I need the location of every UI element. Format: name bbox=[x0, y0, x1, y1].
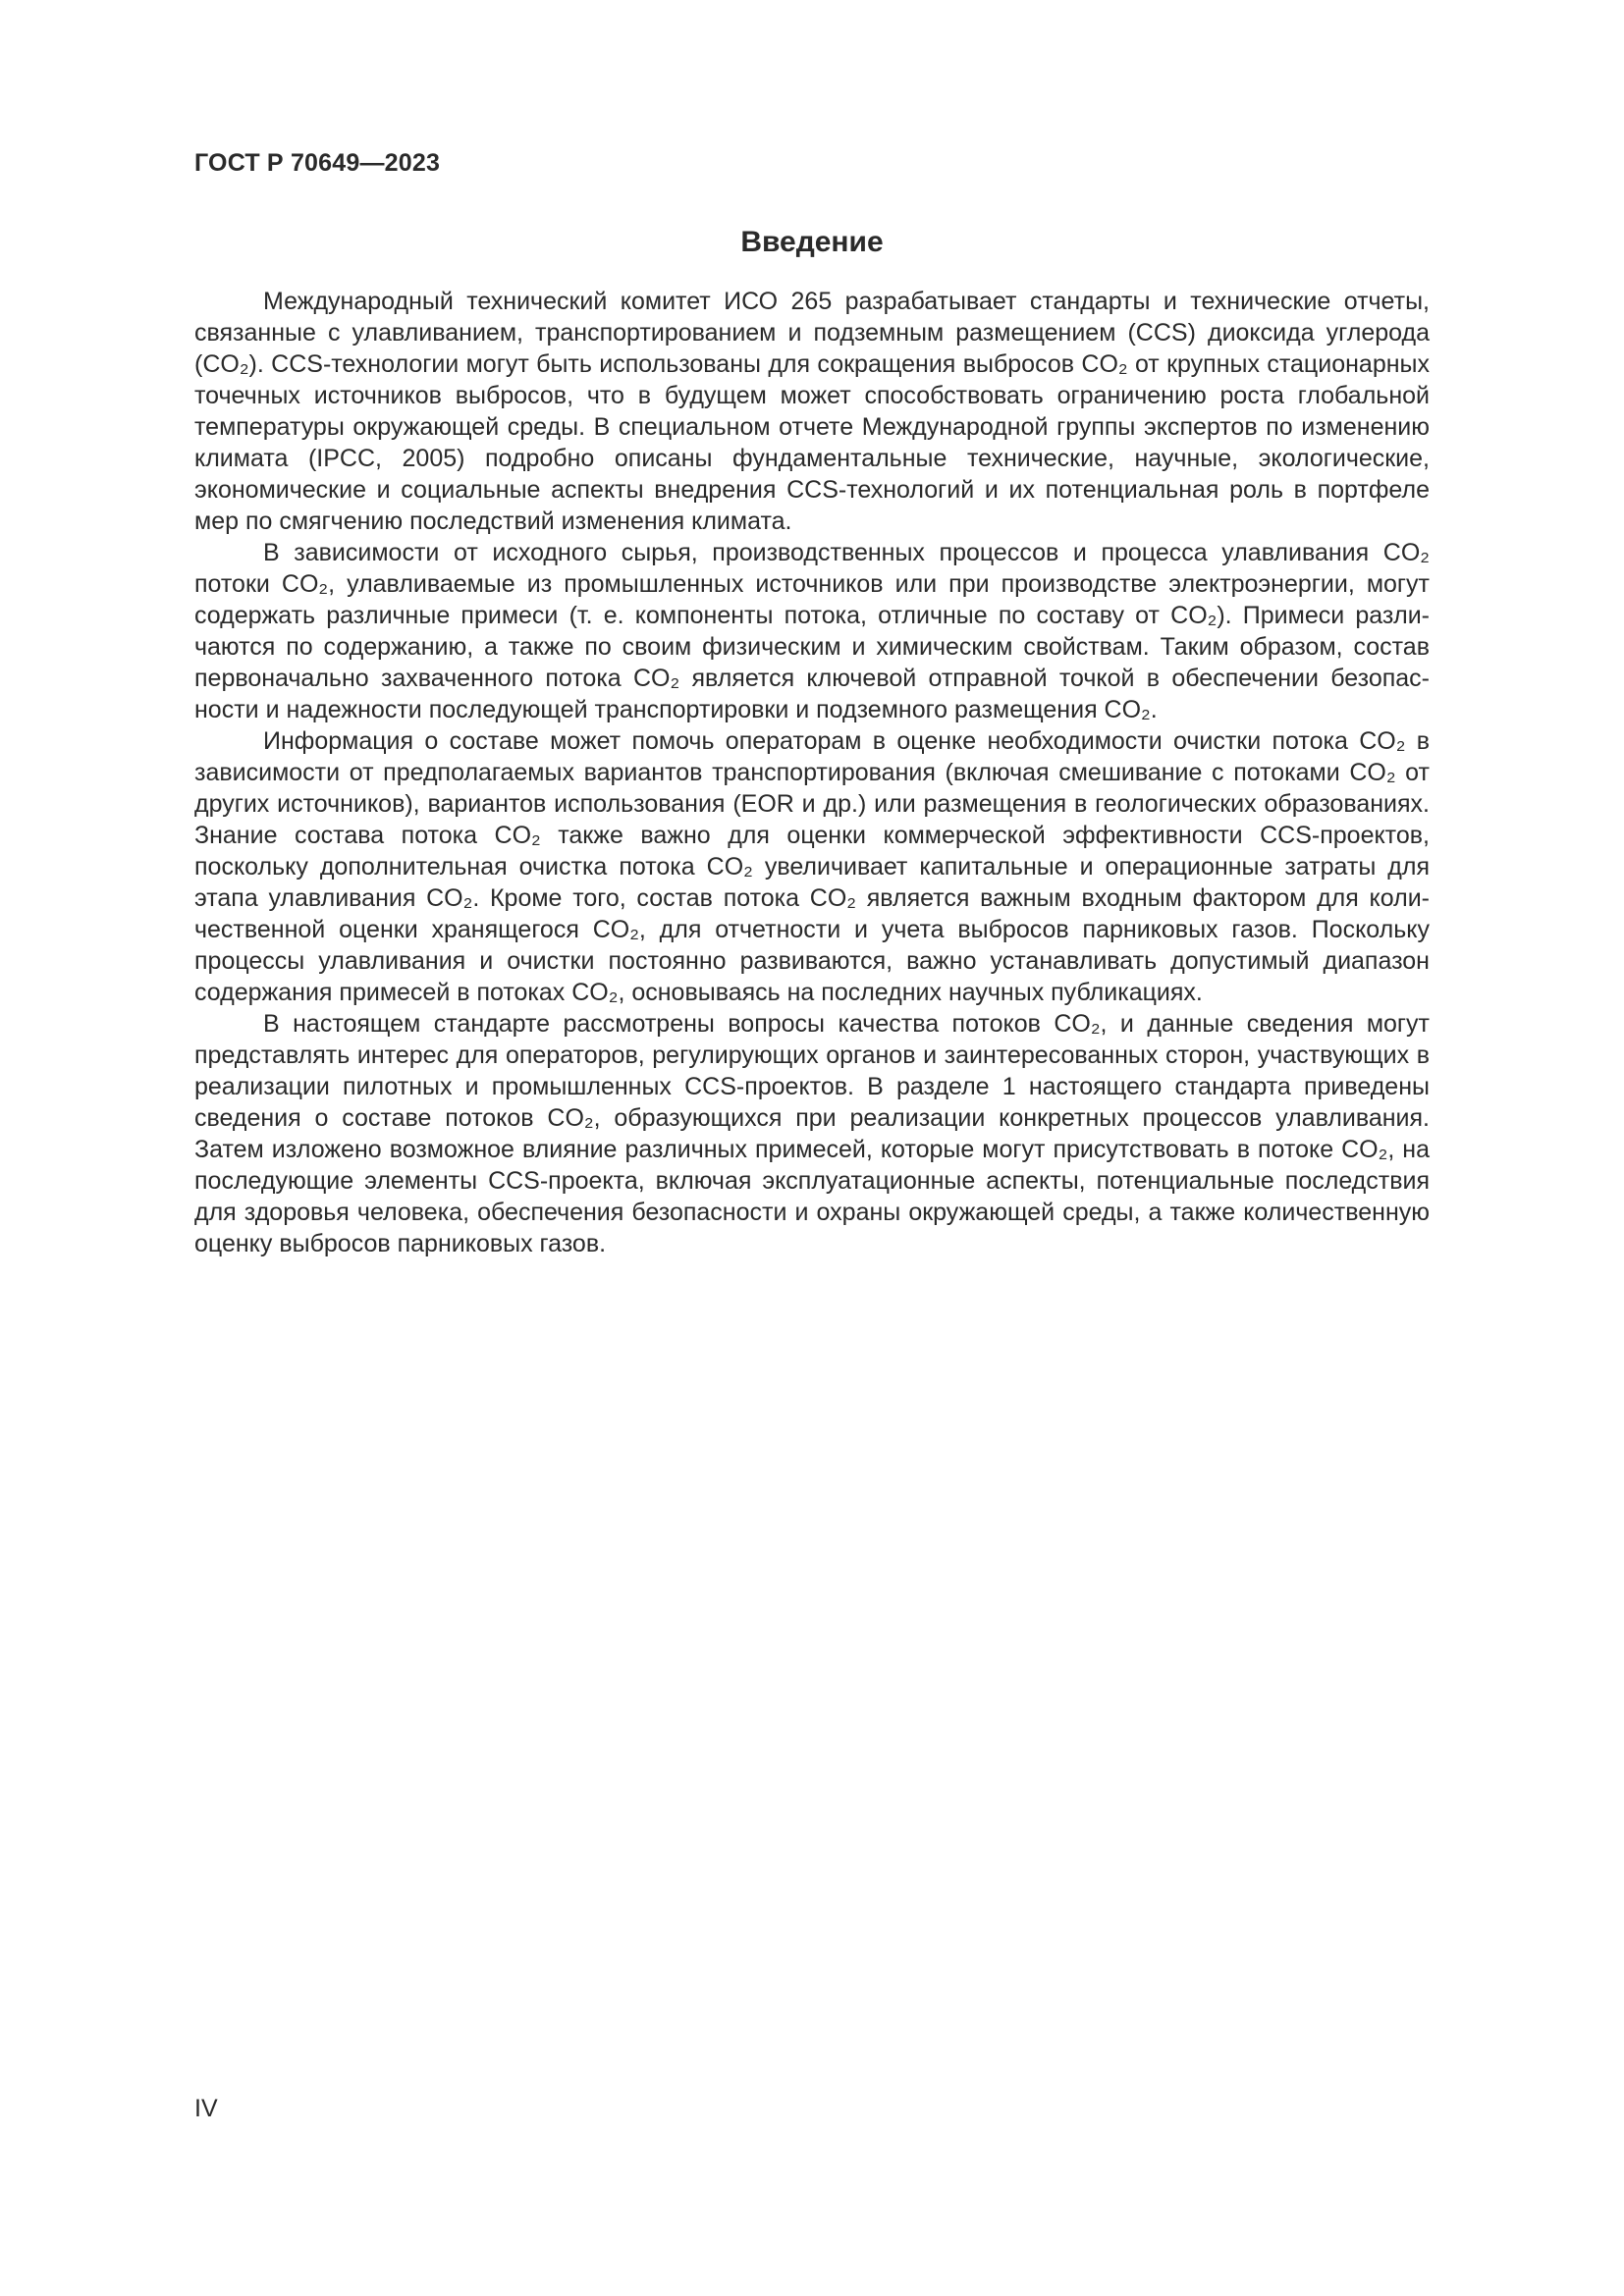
section-title: Введение bbox=[740, 226, 884, 258]
paragraph: В зависимости от исходного сырья, производственных процессов и процесса улавливания CO₂ потоки CO₂, улавливаемые из промышленных источников или при производстве электроэнергии, могут содержать различные примеси (т. е. компоненты потока, отличные по составу от CO₂). Примеси различаются по содержанию, а также по своим физическим и химическим свойствам. Таким образом, состав первоначально захваченного потока CO₂ является ключевой отправной точкой в обеспечении безопасности и надежности последующей транспортировки и подземного размещения CO₂. bbox=[194, 539, 1430, 723]
paragraph: Международный технический комитет ИСО 265 разрабатывает стандарты и технические отчеты, связанные с улавливанием, транспортированием и подземным размещением (CCS) диоксида углерода (CO₂). CCS-технологии могут быть использованы для сокращения выбросов CO₂ от крупных стационарных точечных источников выбросов, что в будущем может способствовать ограничению роста глобальной температуры окружающей среды. В специальном отчете Международной группы экспертов по изменению климата (IPCC, 2005) подробно описаны фундаментальные технические, научные, экологические, экономические и социальные аспекты внедрения CCS-технологий и их потенциальная роль в портфеле мер по смягчению последствий изменения климата. bbox=[194, 288, 1430, 535]
body-text bbox=[194, 286, 1430, 1259]
document-code: ГОСТ Р 70649—2023 bbox=[194, 149, 441, 177]
paragraph: В настоящем стандарте рассмотрены вопросы качества потоков CO₂, и данные сведения могут представлять интерес для операторов, регулирующих органов и заинтересованных сторон, участвующих в реализации пилотных и промышленных CCS-проектов. В разделе 1 настоящего стандарта приведены сведения о составе потоков CO₂, образующихся при реализации конкретных процессов улавливания. Затем изложено возможное влияние различных примесей, которые могут присутствовать в потоке CO₂, на последующие элементы CCS-проекта, включая эксплуатационные аспекты, потенциальные последствия для здоровья человека, обеспечения безопасности и охраны окружающей среды, а также количественную оценку выбросов парниковых газов. bbox=[194, 1010, 1430, 1257]
paragraph: Информация о составе может помочь операторам в оценке необходимости очистки потока CO₂ в зависимости от предполагаемых вариантов транспортирования (включая смешивание с потоками CO₂ от других источников), вариантов использования (EOR и др.) или размещения в геологических образованиях. Знание состава потока CO₂ также важно для оценки коммерческой эффективности CCS-проектов, поскольку дополнительная очистка потока CO₂ увеличивает капитальные и операционные затраты для этапа улавливания CO₂. Кроме того, состав потока CO₂ является важным входным фактором для количественной оценки хранящегося CO₂, для отчетности и учета выбросов парниковых газов. Поскольку процессы улавливания и очистки постоянно развиваются, важно устанавливать допустимый диапазон содержания примесей в потоках CO₂, основываясь на последних научных публикациях. bbox=[194, 727, 1430, 1006]
page-number: IV bbox=[194, 2095, 218, 2122]
